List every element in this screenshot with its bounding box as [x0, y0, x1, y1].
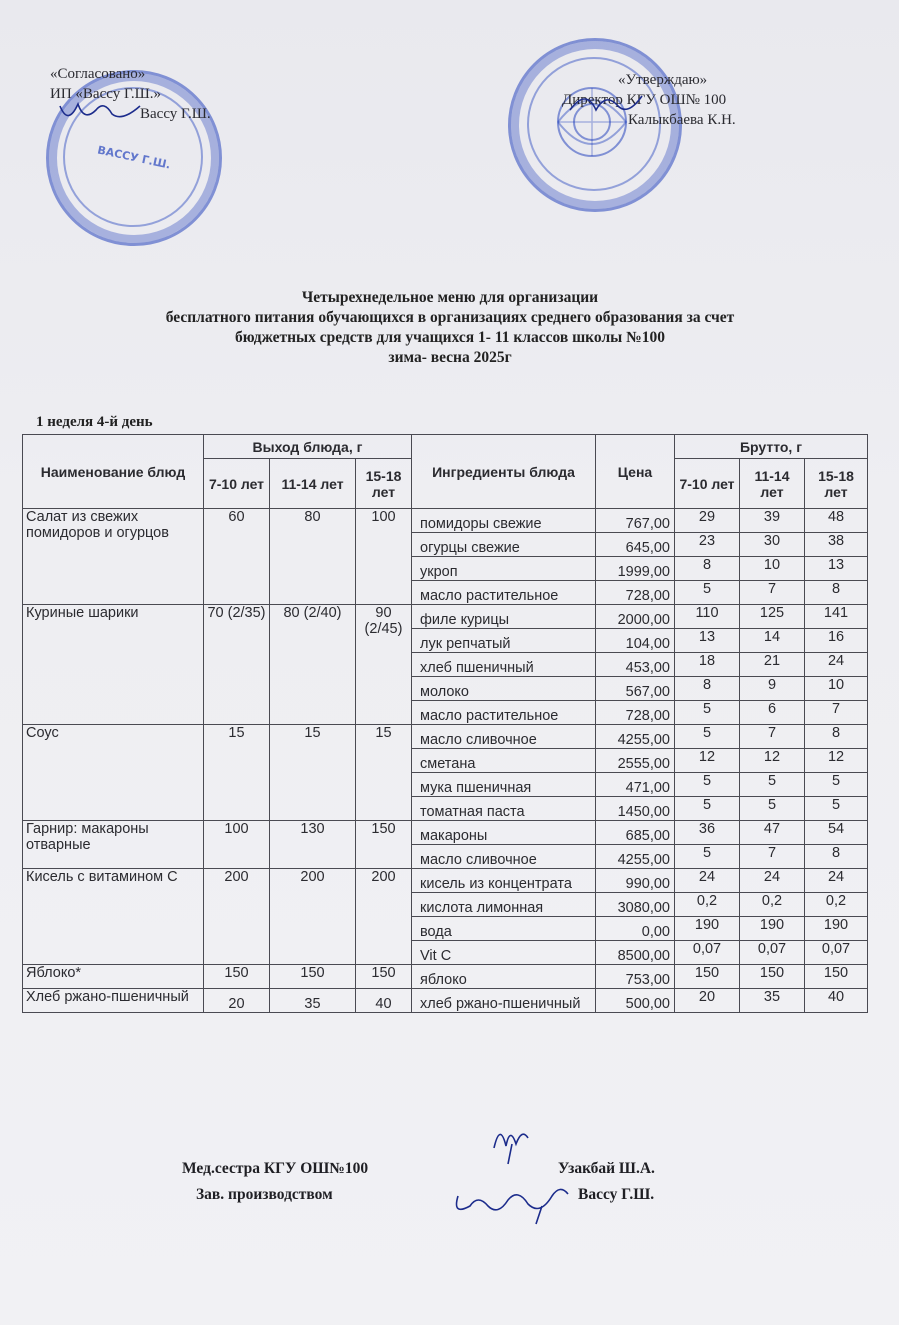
ingredient-brutto-2: 0,07 [740, 941, 805, 965]
ingredient-price: 4255,00 [596, 845, 675, 869]
approval-right-position: Директор КГУ ОШ№ 100 [562, 92, 727, 108]
dish-output-2: 150 [270, 965, 356, 989]
ingredient-price: 453,00 [596, 653, 675, 677]
ingredient-brutto-2: 5 [740, 797, 805, 821]
dish-output-2: 35 [270, 989, 356, 1013]
ingredient-brutto-2: 9 [740, 677, 805, 701]
header-dish: Наименование блюд [23, 435, 204, 509]
ingredient-price: 2000,00 [596, 605, 675, 629]
ingredient-price: 471,00 [596, 773, 675, 797]
signature-production-icon [448, 1176, 578, 1226]
ingredient-name: мука пшеничная [412, 773, 596, 797]
dish-name: Яблоко* [23, 965, 204, 989]
dish-output-3: 200 [356, 869, 412, 965]
ingredient-brutto-3: 7 [805, 701, 868, 725]
table-row [23, 821, 868, 845]
title-line-3: бюджетных средств для учащихся 1- 11 классов школы №100 [235, 329, 665, 346]
ingredient-brutto-2: 30 [740, 533, 805, 557]
dish-output-3: 90 (2/45) [356, 605, 412, 725]
ingredient-name: молоко [412, 677, 596, 701]
ingredient-name: масло сливочное [412, 845, 596, 869]
menu-table [22, 434, 868, 1013]
dish-output-3: 150 [356, 965, 412, 989]
ingredient-brutto-2: 39 [740, 509, 805, 533]
ingredient-brutto-3: 13 [805, 557, 868, 581]
ingredient-price: 685,00 [596, 821, 675, 845]
dish-name: Соус [23, 725, 204, 821]
dish-output-2: 130 [270, 821, 356, 869]
ingredient-brutto-3: 8 [805, 725, 868, 749]
ingredient-brutto-1: 12 [675, 749, 740, 773]
footer-role-nurse: Мед.сестра КГУ ОШ№100 [182, 1160, 369, 1177]
ingredient-brutto-2: 0,2 [740, 893, 805, 917]
dish-output-1: 100 [204, 821, 270, 869]
signature-left-icon [56, 92, 146, 132]
ingredient-name: кисель из концентрата [412, 869, 596, 893]
header-output: Выход блюда, г [204, 435, 412, 459]
ingredient-brutto-1: 23 [675, 533, 740, 557]
dish-name: Хлеб ржано-пшеничный [23, 989, 204, 1013]
table-row [23, 989, 868, 1013]
dish-name: Гарнир: макароны отварные [23, 821, 204, 869]
ingredient-brutto-3: 38 [805, 533, 868, 557]
dish-output-3: 40 [356, 989, 412, 1013]
ingredient-name: кислота лимонная [412, 893, 596, 917]
ingredient-brutto-1: 150 [675, 965, 740, 989]
ingredient-price: 8500,00 [596, 941, 675, 965]
menu-title [40, 288, 860, 368]
ingredient-name: помидоры свежие [412, 509, 596, 533]
ingredient-price: 1999,00 [596, 557, 675, 581]
header-output-age-15-18: 15-18 лет [356, 459, 412, 509]
ingredient-name: томатная паста [412, 797, 596, 821]
dish-output-3: 15 [356, 725, 412, 821]
ingredient-name: вода [412, 917, 596, 941]
ingredient-brutto-1: 29 [675, 509, 740, 533]
ingredient-price: 1450,00 [596, 797, 675, 821]
ingredient-price: 2555,00 [596, 749, 675, 773]
ingredient-name: масло растительное [412, 701, 596, 725]
approval-left-title: «Согласовано» [50, 66, 146, 82]
dish-name: Салат из свежих помидоров и огурцов [23, 509, 204, 605]
ingredient-name: хлеб ржано-пшеничный [412, 989, 596, 1013]
dish-output-1: 15 [204, 725, 270, 821]
ingredient-brutto-1: 0,2 [675, 893, 740, 917]
ingredient-brutto-3: 141 [805, 605, 868, 629]
dish-output-2: 80 (2/40) [270, 605, 356, 725]
dish-output-1: 70 (2/35) [204, 605, 270, 725]
ingredient-brutto-2: 7 [740, 845, 805, 869]
ingredient-brutto-3: 48 [805, 509, 868, 533]
ingredient-name: Vit C [412, 941, 596, 965]
dish-output-3: 150 [356, 821, 412, 869]
ingredient-brutto-2: 7 [740, 581, 805, 605]
ingredient-price: 645,00 [596, 533, 675, 557]
header-brutto: Брутто, г [675, 435, 868, 459]
dish-output-1: 20 [204, 989, 270, 1013]
ingredient-brutto-3: 5 [805, 773, 868, 797]
ingredient-brutto-3: 12 [805, 749, 868, 773]
ingredient-name: огурцы свежие [412, 533, 596, 557]
ingredient-name: хлеб пшеничный [412, 653, 596, 677]
ingredient-brutto-2: 150 [740, 965, 805, 989]
ingredient-brutto-1: 8 [675, 557, 740, 581]
header-output-age-7-10: 7-10 лет [204, 459, 270, 509]
ingredient-brutto-3: 0,07 [805, 941, 868, 965]
ingredient-price: 104,00 [596, 629, 675, 653]
header-ingredients: Ингредиенты блюда [412, 435, 596, 509]
table-row [23, 605, 868, 629]
ingredient-brutto-2: 7 [740, 725, 805, 749]
dish-name: Кисель с витамином С [23, 869, 204, 965]
ingredient-name: масло сливочное [412, 725, 596, 749]
ingredient-name: филе курицы [412, 605, 596, 629]
ingredient-brutto-1: 110 [675, 605, 740, 629]
dish-output-3: 100 [356, 509, 412, 605]
ingredient-price: 500,00 [596, 989, 675, 1013]
ingredient-brutto-1: 5 [675, 773, 740, 797]
ingredient-brutto-1: 24 [675, 869, 740, 893]
ingredient-brutto-2: 24 [740, 869, 805, 893]
title-line-2: бесплатного питания обучающихся в организациях среднего образования за счет [165, 309, 735, 326]
ingredient-brutto-3: 8 [805, 845, 868, 869]
ingredient-brutto-1: 5 [675, 725, 740, 749]
ingredient-brutto-3: 10 [805, 677, 868, 701]
ingredient-brutto-2: 125 [740, 605, 805, 629]
ingredient-brutto-3: 0,2 [805, 893, 868, 917]
ingredient-brutto-3: 40 [805, 989, 868, 1013]
dish-output-1: 60 [204, 509, 270, 605]
ingredient-brutto-3: 24 [805, 653, 868, 677]
ingredient-brutto-3: 150 [805, 965, 868, 989]
table-row [23, 869, 868, 893]
ingredient-name: масло растительное [412, 581, 596, 605]
ingredient-name: лук репчатый [412, 629, 596, 653]
left-stamp-text: ВАССУ Г.Ш. [96, 143, 172, 172]
ingredient-brutto-1: 5 [675, 845, 740, 869]
ingredient-price: 753,00 [596, 965, 675, 989]
dish-output-1: 200 [204, 869, 270, 965]
approval-left-org: ИП «Вассу Г.Ш.» [50, 86, 162, 102]
dish-output-2: 200 [270, 869, 356, 965]
ingredient-price: 4255,00 [596, 725, 675, 749]
ingredient-brutto-2: 35 [740, 989, 805, 1013]
dish-output-2: 80 [270, 509, 356, 605]
ingredient-name: макароны [412, 821, 596, 845]
footer-role-production: Зав. производством [196, 1186, 333, 1203]
ingredient-brutto-1: 190 [675, 917, 740, 941]
ingredient-brutto-3: 8 [805, 581, 868, 605]
ingredient-price: 567,00 [596, 677, 675, 701]
dish-output-2: 15 [270, 725, 356, 821]
ingredient-brutto-2: 190 [740, 917, 805, 941]
ingredient-brutto-2: 10 [740, 557, 805, 581]
header-brutto-age-15-18: 15-18 лет [805, 459, 868, 509]
ingredient-name: яблоко [412, 965, 596, 989]
table-row [23, 965, 868, 989]
header-brutto-age-11-14: 11-14 лет [740, 459, 805, 509]
signature-nurse-icon [486, 1118, 536, 1168]
dish-name: Куриные шарики [23, 605, 204, 725]
table-row [23, 725, 868, 749]
dish-output-1: 150 [204, 965, 270, 989]
footer-name-production: Вассу Г.Ш. [578, 1186, 655, 1203]
ingredient-brutto-1: 0,07 [675, 941, 740, 965]
title-line-4: зима- весна 2025г [388, 349, 512, 366]
ingredient-brutto-1: 20 [675, 989, 740, 1013]
ingredient-price: 767,00 [596, 509, 675, 533]
ingredient-brutto-1: 5 [675, 797, 740, 821]
ingredient-price: 990,00 [596, 869, 675, 893]
title-line-1: Четырехнедельное меню для организации [301, 289, 599, 306]
ingredient-brutto-2: 47 [740, 821, 805, 845]
ingredient-price: 0,00 [596, 917, 675, 941]
approval-right-name: Калыкбаева К.Н. [628, 112, 736, 128]
ingredient-brutto-3: 16 [805, 629, 868, 653]
ingredient-brutto-1: 18 [675, 653, 740, 677]
header-brutto-age-7-10: 7-10 лет [675, 459, 740, 509]
approval-right-title: «Утверждаю» [618, 72, 708, 88]
ingredient-brutto-1: 8 [675, 677, 740, 701]
menu-table-body [23, 509, 868, 1013]
signature-right-icon [566, 86, 646, 122]
ingredient-brutto-2: 14 [740, 629, 805, 653]
table-row [23, 509, 868, 533]
ingredient-brutto-3: 5 [805, 797, 868, 821]
ingredient-brutto-2: 5 [740, 773, 805, 797]
approval-left-name: Вассу Г.Ш. [140, 106, 211, 122]
ingredient-brutto-3: 190 [805, 917, 868, 941]
ingredient-price: 728,00 [596, 701, 675, 725]
ingredient-brutto-1: 5 [675, 701, 740, 725]
ingredient-brutto-3: 24 [805, 869, 868, 893]
ingredient-price: 3080,00 [596, 893, 675, 917]
footer-name-nurse: Узакбай Ш.А. [558, 1160, 655, 1177]
ingredient-name: укроп [412, 557, 596, 581]
ingredient-brutto-2: 21 [740, 653, 805, 677]
header-output-age-11-14: 11-14 лет [270, 459, 356, 509]
week-day-label: 1 неделя 4-й день [36, 414, 153, 430]
ingredient-brutto-2: 6 [740, 701, 805, 725]
ingredient-name: сметана [412, 749, 596, 773]
ingredient-brutto-1: 13 [675, 629, 740, 653]
ingredient-brutto-1: 36 [675, 821, 740, 845]
ingredient-brutto-2: 12 [740, 749, 805, 773]
ingredient-brutto-3: 54 [805, 821, 868, 845]
header-price: Цена [596, 435, 675, 509]
ingredient-brutto-1: 5 [675, 581, 740, 605]
ingredient-price: 728,00 [596, 581, 675, 605]
